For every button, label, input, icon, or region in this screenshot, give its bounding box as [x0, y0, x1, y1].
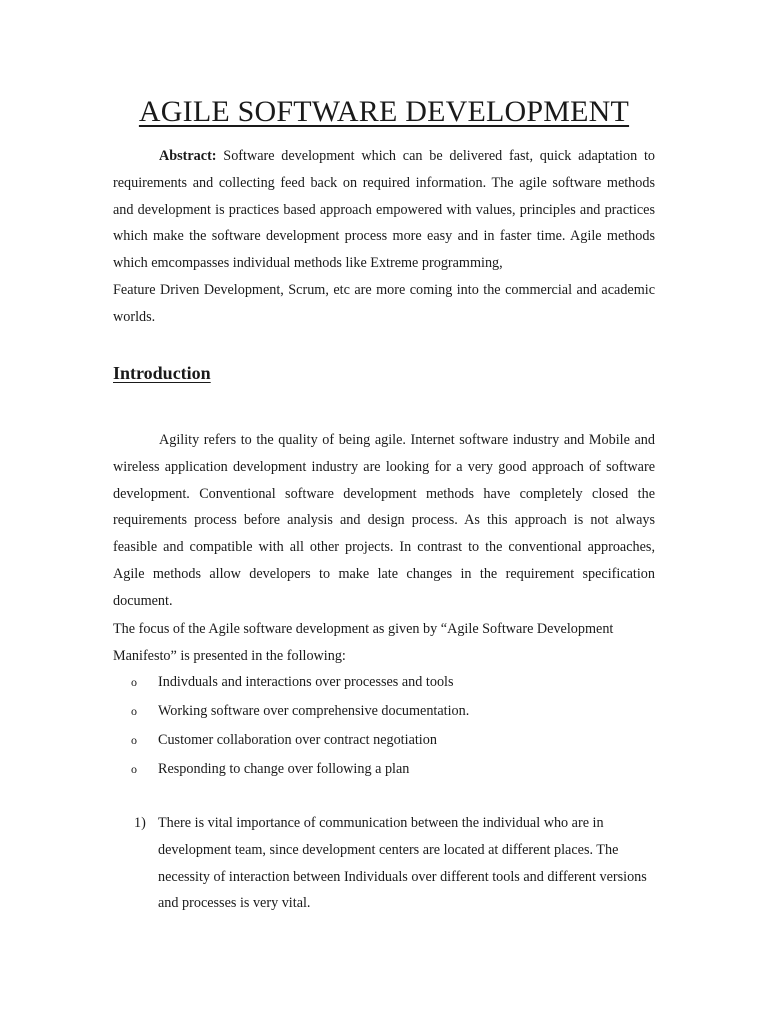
numbered-item-text: There is vital importance of communication between the individual who are in development team, since development centers are located at different places. The necessity of interaction between Individuals over different tools and different versions and processes is very vital.: [158, 815, 647, 912]
list-item: [131, 697, 469, 726]
abstract-paragraph: [113, 143, 655, 331]
list-item: [131, 755, 469, 784]
bullet-text: Working software over comprehensive documentation.: [158, 703, 470, 719]
bullet-marker: o: [131, 704, 137, 718]
manifesto-bullet-list: [131, 668, 469, 784]
list-item: [131, 726, 469, 755]
numbered-item: [134, 810, 654, 917]
list-item: [131, 668, 469, 697]
abstract-tail-text: Feature Driven Development, Scrum, etc are more coming into the commercial and academic worlds.: [113, 281, 655, 325]
bullet-text: Customer collaboration over contract negotiation: [158, 732, 437, 748]
bullet-marker: o: [131, 733, 137, 747]
introduction-paragraph: Agility refers to the quality of being agile. Internet software industry and Mobile and wireless application development industry are looking for a very good approach of software development. Conventional software development methods have completely closed the requirements process before analysis and design process. As this approach is not always feasible and compatible with all other projects. In contrast to the conventional approaches, Agile methods allow developers to make late changes in the requirement specification document.: [113, 432, 655, 609]
manifesto-focus-paragraph: The focus of the Agile software development as given by “Agile Software Development Manifesto” is presented in the following:: [113, 621, 614, 664]
bullet-text: Responding to change over following a plan: [158, 761, 410, 777]
document-title: AGILE SOFTWARE DEVELOPMENT: [138, 95, 630, 128]
bullet-marker: o: [131, 675, 137, 689]
bullet-marker: o: [131, 762, 137, 776]
item-number: 1): [134, 815, 146, 831]
abstract-label: Abstract:: [159, 148, 217, 164]
abstract-text: Software development which can be delivered fast, quick adaptation to requirements and collecting feed back on required information. The agile software methods and development is practices based approach empowered with values, principles and practices which make the software development process more easy and in faster time. Agile methods which emcompasses individual methods like Extreme programming,: [113, 148, 655, 272]
abstract-text-tail: [113, 277, 655, 331]
introduction-heading: Introduction: [113, 363, 211, 383]
bullet-text: Indivduals and interactions over processes and tools: [158, 674, 454, 690]
